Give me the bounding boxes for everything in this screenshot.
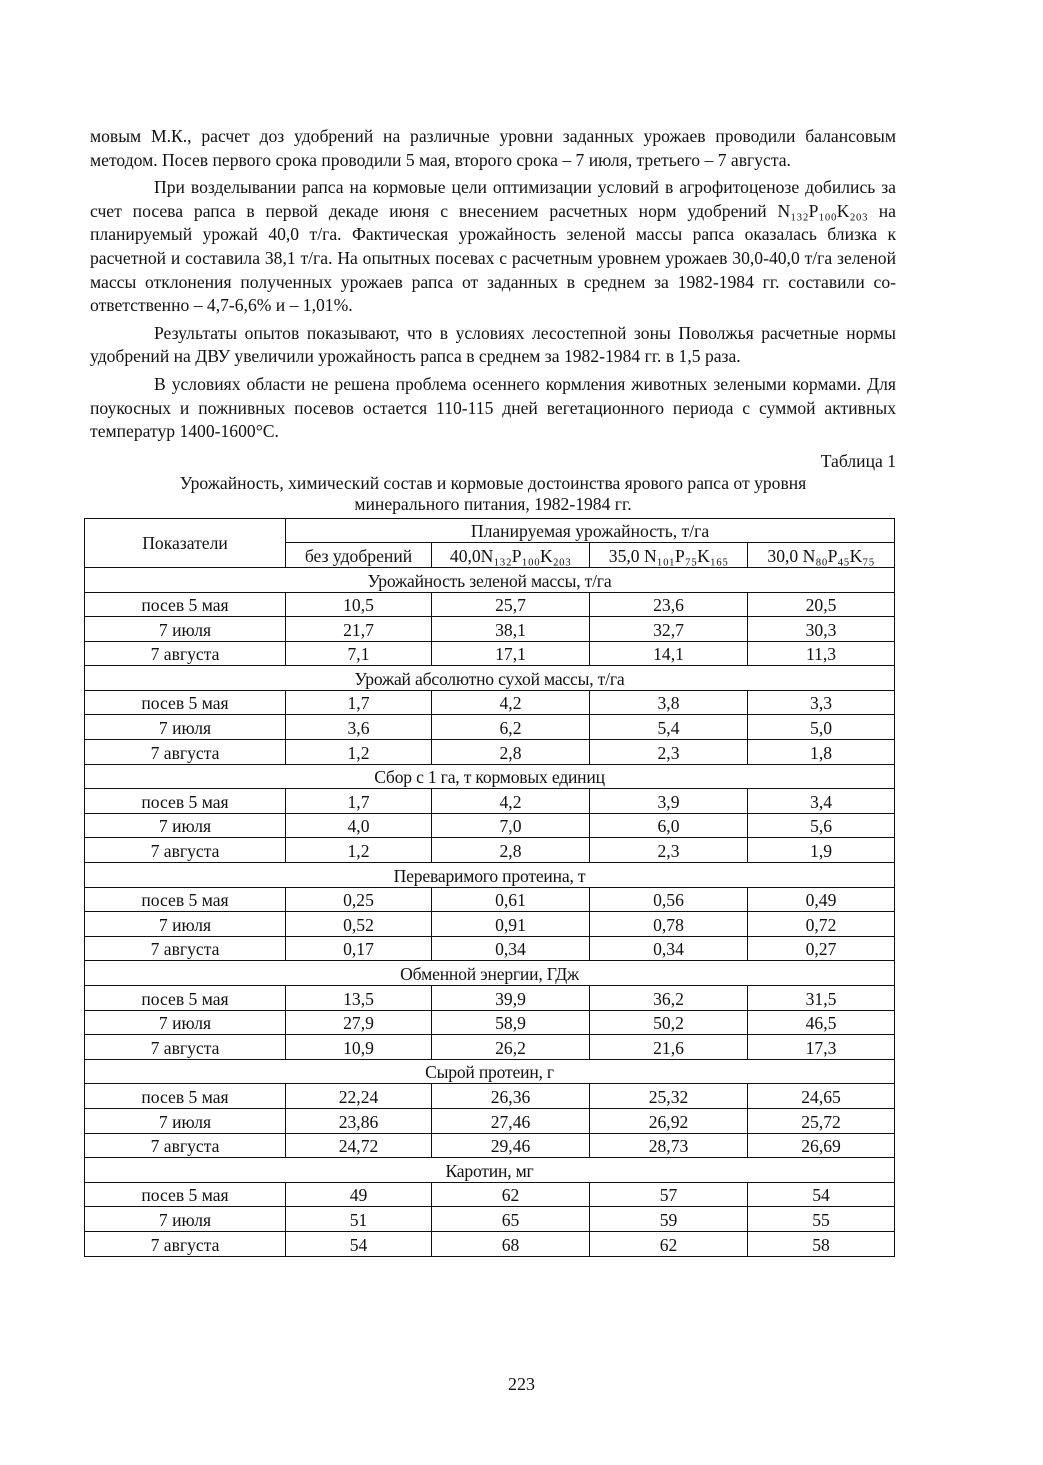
table-cell: 10,5 <box>286 592 432 617</box>
table-cell: 50,2 <box>590 1010 748 1035</box>
table-cell: 3,8 <box>590 690 748 715</box>
table-row <box>85 912 895 937</box>
table-cell: 2,3 <box>590 838 748 863</box>
table-cell: 49 <box>286 1182 432 1207</box>
row-label: посев 5 мая <box>85 1182 286 1207</box>
table-row <box>85 641 895 666</box>
table-cell: 38,1 <box>432 617 590 642</box>
table-cell: 26,69 <box>748 1133 895 1158</box>
table-cell: 59 <box>590 1207 748 1232</box>
table-cell: 28,73 <box>590 1133 748 1158</box>
table-cell: 25,72 <box>748 1108 895 1133</box>
header-rowlabel: Показатели <box>85 518 286 567</box>
table-cell: 36,2 <box>590 986 748 1011</box>
table-cell: 26,92 <box>590 1108 748 1133</box>
row-label: 7 августа <box>85 1231 286 1256</box>
table-cell: 0,72 <box>748 912 895 937</box>
table-cell: 6,2 <box>432 715 590 740</box>
header-col-3: 35,0 N₁₀₁P₇₅K₁₆₅ <box>590 543 748 568</box>
table-cell: 26,36 <box>432 1084 590 1109</box>
header-row-1 <box>85 518 895 543</box>
table-cell: 14,1 <box>590 641 748 666</box>
section-row <box>85 961 895 986</box>
row-label: 7 июля <box>85 1207 286 1232</box>
table-cell: 4,2 <box>432 789 590 814</box>
table-row <box>85 1010 895 1035</box>
table-cell: 55 <box>748 1207 895 1232</box>
table-cell: 31,5 <box>748 986 895 1011</box>
table-cell: 22,24 <box>286 1084 432 1109</box>
table-row <box>85 813 895 838</box>
row-label: 7 августа <box>85 1133 286 1158</box>
table-cell: 0,61 <box>432 887 590 912</box>
table-cell: 54 <box>748 1182 895 1207</box>
table-cell: 58,9 <box>432 1010 590 1035</box>
table-cell: 3,3 <box>748 690 895 715</box>
table-cell: 2,3 <box>590 740 748 765</box>
paragraph-2: При возделывании рапса на кормовые цели оптимизации условий в агрофитоценозе добились за счет посева рапса в первой декаде июня с внесением расчетных норм удобрений N₁₃₂P₁₀₀K₂₀₃ на планируемый урожай 40,0 т/га. Фактическая урожайность зеленой массы рапса оказалась близка к расчетной и составила 38,1 т/га. На опытных посевах с расчетным уровнем урожаев 30,0-40,0 т/га зеленой массы отклонения полученных урожаев рапса от заданных в среднем за 1982-1984 гг. составили соответственно – 4,7-6,6% и – 1,01%. <box>90 177 896 316</box>
table-cell: 27,9 <box>286 1010 432 1035</box>
page-number: 223 <box>508 1374 535 1394</box>
table-cell: 1,8 <box>748 740 895 765</box>
table-cell: 17,3 <box>748 1035 895 1060</box>
row-label: 7 июля <box>85 715 286 740</box>
paragraph-3: Результаты опытов показывают, что в условиях лесостепной зоны Поволжья расчетные нормы удобрений на ДВУ увеличили урожайность рапса в среднем за 1982-1984 гг. в 1,5 раза. <box>90 322 896 367</box>
table-cell: 0,56 <box>590 887 748 912</box>
row-label: 7 июля <box>85 1108 286 1133</box>
table-cell: 23,86 <box>286 1108 432 1133</box>
table-cell: 21,6 <box>590 1035 748 1060</box>
data-table <box>84 518 895 1257</box>
table-cell: 25,32 <box>590 1084 748 1109</box>
table-cell: 17,1 <box>432 641 590 666</box>
row-label: 7 июля <box>85 617 286 642</box>
table-cell: 0,34 <box>432 936 590 961</box>
paragraph-1: мовым М.К., расчет доз удобрений на различные уровни заданных урожаев проводили балансовым методом. Посев первого срока проводили 5 мая, второго срока – 7 июля, третьего – 7 августа. <box>90 126 896 170</box>
table-row <box>85 887 895 912</box>
table-cell: 7,0 <box>432 813 590 838</box>
row-label: 7 августа <box>85 1035 286 1060</box>
table-cell: 10,9 <box>286 1035 432 1060</box>
table-cell: 1,2 <box>286 740 432 765</box>
table-cell: 3,6 <box>286 715 432 740</box>
table-cell: 57 <box>590 1182 748 1207</box>
table-row <box>85 1231 895 1256</box>
table-cell: 4,2 <box>432 690 590 715</box>
table-row <box>85 1084 895 1109</box>
table-cell: 0,27 <box>748 936 895 961</box>
row-label: посев 5 мая <box>85 986 286 1011</box>
table-title <box>90 473 896 515</box>
header-group: Планируемая урожайность, т/га <box>286 518 895 543</box>
table-cell: 5,6 <box>748 813 895 838</box>
row-label: 7 августа <box>85 936 286 961</box>
row-label: 7 июля <box>85 1010 286 1035</box>
table-row <box>85 1035 895 1060</box>
table-row <box>85 1108 895 1133</box>
table-cell: 62 <box>590 1231 748 1256</box>
table-cell: 24,72 <box>286 1133 432 1158</box>
table-cell: 6,0 <box>590 813 748 838</box>
section-row <box>85 666 895 691</box>
row-label: посев 5 мая <box>85 1084 286 1109</box>
table-cell: 27,46 <box>432 1108 590 1133</box>
table-cell: 11,3 <box>748 641 895 666</box>
section-row <box>85 567 895 592</box>
table-row <box>85 740 895 765</box>
table-cell: 68 <box>432 1231 590 1256</box>
table-title-line-1: Урожайность, химический состав и кормовые достоинства ярового рапса от уровня <box>179 472 807 493</box>
table-cell: 1,7 <box>286 690 432 715</box>
table-row <box>85 690 895 715</box>
row-label: посев 5 мая <box>85 592 286 617</box>
table-cell: 0,52 <box>286 912 432 937</box>
table-cell: 2,8 <box>432 838 590 863</box>
table-cell: 32,7 <box>590 617 748 642</box>
table-cell: 0,34 <box>590 936 748 961</box>
table-cell: 25,7 <box>432 592 590 617</box>
table-row <box>85 1182 895 1207</box>
table-cell: 1,2 <box>286 838 432 863</box>
section-title: Каротин, мг <box>85 1158 895 1183</box>
table-cell: 26,2 <box>432 1035 590 1060</box>
table-cell: 39,9 <box>432 986 590 1011</box>
table-cell: 1,9 <box>748 838 895 863</box>
table-cell: 0,25 <box>286 887 432 912</box>
table-row <box>85 936 895 961</box>
section-title: Урожайность зеленой массы, т/га <box>85 567 895 592</box>
header-col-2: 40,0N₁₃₂P₁₀₀K₂₀₃ <box>432 543 590 568</box>
header-col-4: 30,0 N₈₀P₄₅K₇₅ <box>748 543 895 568</box>
table-cell: 3,4 <box>748 789 895 814</box>
table-cell: 46,5 <box>748 1010 895 1035</box>
table-cell: 5,4 <box>590 715 748 740</box>
table-row <box>85 1207 895 1232</box>
table-cell: 0,78 <box>590 912 748 937</box>
table-row <box>85 789 895 814</box>
table-cell: 65 <box>432 1207 590 1232</box>
section-title: Урожай абсолютно сухой массы, т/га <box>85 666 895 691</box>
header-col-1: без удобрений <box>286 543 432 568</box>
row-label: 7 августа <box>85 740 286 765</box>
table-cell: 58 <box>748 1231 895 1256</box>
table-cell: 13,5 <box>286 986 432 1011</box>
row-label: 7 августа <box>85 641 286 666</box>
row-label: 7 июля <box>85 813 286 838</box>
table-cell: 2,8 <box>432 740 590 765</box>
table-cell: 21,7 <box>286 617 432 642</box>
table-cell: 30,3 <box>748 617 895 642</box>
table-cell: 0,91 <box>432 912 590 937</box>
row-label: 7 июля <box>85 912 286 937</box>
row-label: посев 5 мая <box>85 690 286 715</box>
table-cell: 4,0 <box>286 813 432 838</box>
section-row <box>85 1158 895 1183</box>
table-row <box>85 986 895 1011</box>
table-cell: 20,5 <box>748 592 895 617</box>
table-cell: 7,1 <box>286 641 432 666</box>
row-label: посев 5 мая <box>85 789 286 814</box>
table-cell: 62 <box>432 1182 590 1207</box>
document-page <box>90 125 896 1257</box>
section-title: Сбор с 1 га, т кормовых единиц <box>85 764 895 789</box>
section-row <box>85 1059 895 1084</box>
section-title: Обменной энергии, ГДж <box>85 961 895 986</box>
table-cell: 3,9 <box>590 789 748 814</box>
table-title-line-2: минерального питания, 1982-1984 гг. <box>354 493 632 514</box>
table-row <box>85 715 895 740</box>
row-label: посев 5 мая <box>85 887 286 912</box>
table-row <box>85 592 895 617</box>
section-title: Переваримого протеина, т <box>85 863 895 888</box>
table-number: Таблица 1 <box>820 450 896 471</box>
table-row <box>85 617 895 642</box>
table-row <box>85 838 895 863</box>
section-title: Сырой протеин, г <box>85 1059 895 1084</box>
table-cell: 23,6 <box>590 592 748 617</box>
paragraph-4: В условиях области не решена проблема осеннего кормления животных зелеными кормами. Для поукосных и пожнивных посевов остается 110-115 дней вегетационного периода с суммой активных температур 1400-1600°С. <box>90 373 896 442</box>
table-row <box>85 1133 895 1158</box>
table-cell: 0,49 <box>748 887 895 912</box>
section-row <box>85 863 895 888</box>
table-cell: 29,46 <box>432 1133 590 1158</box>
section-row <box>85 764 895 789</box>
table-cell: 0,17 <box>286 936 432 961</box>
row-label: 7 августа <box>85 838 286 863</box>
table-cell: 54 <box>286 1231 432 1256</box>
table-cell: 24,65 <box>748 1084 895 1109</box>
table-cell: 51 <box>286 1207 432 1232</box>
table-cell: 1,7 <box>286 789 432 814</box>
table-cell: 5,0 <box>748 715 895 740</box>
